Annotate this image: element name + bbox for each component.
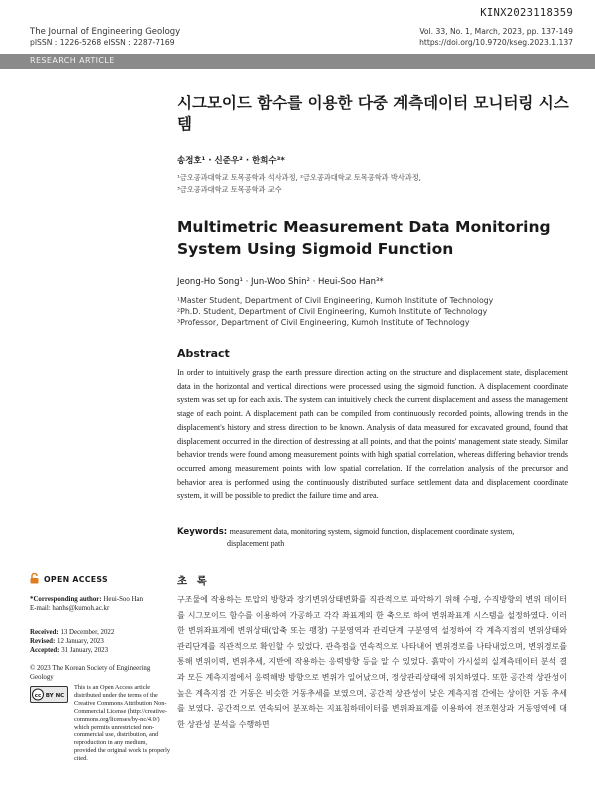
keywords-value: measurement data, monitoring system, sigmoid function, displacement coordinate system, [229, 527, 515, 536]
korean-title: 시그모이드 함수를 이용한 다중 계측데이터 모니터링 시스템 [177, 94, 569, 133]
korean-authors: 송정호¹ · 신준우² · 한희수³* [177, 156, 285, 166]
corresponding-author [30, 595, 143, 604]
revised-value: 12 January, 2023 [57, 638, 104, 645]
accepted-value: 31 January, 2023 [61, 647, 109, 654]
issn: pISSN : 1226-5268 eISSN : 2287-7169 [30, 38, 175, 47]
license-text: This is an Open Access article distributed under the terms of the Creative Commons Attribution Non-Commercial License (http://creative-commons.org/licenses/by-nc/4.0/) which permits unrestricted non-commercial use, distribution, and reproduction in any medium, provided the original work is properly cited. [74, 684, 171, 763]
section-band [0, 54, 595, 69]
received-date [30, 628, 114, 637]
section-band-label: RESEARCH ARTICLE [30, 56, 115, 65]
open-access [30, 573, 108, 584]
author-email[interactable]: E-mail: hanhs@kumoh.ac.kr [30, 605, 110, 612]
open-lock-icon [30, 573, 39, 584]
corresponding-label: *Corresponding author: [30, 596, 102, 603]
volume-info: Vol. 33, No. 1, March, 2023, pp. 137-149 [419, 27, 573, 36]
received-label: Received: [30, 629, 59, 636]
korean-affiliation-1: ¹금오공과대학교 토목공학과 석사과정, ²금오공과대학교 토목공학과 박사과정, [177, 173, 421, 182]
korean-abstract-text: 구조물에 작용하는 토압의 방향과 장기변위상태변화를 직관적으로 파악하기 위해 수평, 수직방향의 변위 데이터를 시그모이드 함수를 이용하여 가공하고 각각 좌표계의 한 축으로 하여 변위좌표계 시스템을 설정하였다. 이러한 변위좌표계에 변위상태(압축 또는 팽창) 구분영역과 관리단계 구분영역 설정하여 각 계측지점의 변위상태와 관리단계를 직관적으로 확인할 수 있었다. 관측점을 연속적으로 나타내어 변위경로를 나타내었으며, 변위경로를 통해 변위이력, 변위추세, 지반에 작용하는 응력방향 등을 알 수 있었다. 흙막이 가시설의 실계측데이터 분석 결과 모든 계측지점에서 응력해방 방향으로 변위가 일어났으며, 정상관리상태에 위치하였다. 또한 공간적 상관성이 높은 계측지점 간 거동은 비슷한 거동추세를 보였으며, 공간적 상관성이 낮은 계측지점 간에는 상이한 거동 추세를 보였다. 공간적으로 연속되어 분포하는 지표침하데이터를 변위좌표계를 이용하여 전조현상과 거동영역에 대한 상관성 분석을 수행하면 [177, 595, 567, 729]
open-access-label: OPEN ACCESS [44, 575, 108, 584]
english-authors: Jeong-Ho Song¹ · Jun-Woo Shin² · Heui-Soo Han³* [177, 277, 384, 287]
revised-date [30, 637, 104, 646]
revised-label: Revised: [30, 638, 56, 645]
cc-badge-text: BY NC [45, 693, 65, 699]
journal-name: The Journal of Engineering Geology [30, 27, 181, 37]
copyright: © 2023 The Korean Society of Engineering Geology [30, 665, 151, 681]
english-affiliation-2: ²Ph.D. Student, Department of Civil Engineering, Kumoh Institute of Technology [177, 307, 488, 316]
svg-text:cc: cc [34, 693, 42, 699]
english-affiliation-3: ³Professor, Department of Civil Engineering, Kumoh Institute of Technology [177, 318, 470, 327]
korean-affiliation-2: ³금오공과대학교 토목공학과 교수 [177, 185, 282, 194]
keywords [177, 525, 568, 550]
abstract-heading: Abstract [177, 347, 230, 360]
cc-icon [31, 687, 67, 702]
accepted-date [30, 646, 108, 655]
kinx-id: KINX2023118359 [480, 7, 573, 19]
english-title: Multimetric Measurement Data Monitoring System Using Sigmoid Function [177, 218, 551, 258]
cc-license-badge [30, 686, 68, 703]
keywords-value-cont: displacement path [227, 539, 285, 548]
received-value: 13 December, 2022 [60, 629, 115, 636]
keywords-label: Keywords: [177, 527, 228, 537]
english-affiliation-1: ¹Master Student, Department of Civil Engineering, Kumoh Institute of Technology [177, 296, 494, 305]
doi-link[interactable]: https://doi.org/10.9720/kseg.2023.1.137 [419, 38, 573, 47]
abstract-text: In order to intuitively grasp the earth pressure direction acting on the structure and displacement state, displacement data in the horizontal and vertical directions were processed using the sigmoid function. A displacement coordinate system was set up for each axis. The system can intuitively check the current displacement and assess the management stage of each point. A displacement path can be compiled from continuously recorded points, allowing trends in the displacement's history and stress direction to be known. Analysis of data measured for excavated ground, found that displacement occurred in the direction of destressing at all points, and that the points' management state steady. Similar behavior trends were found among measurement points with high spatial correlation, whereas differing behavior trends occurred among measurement points with low spatial correlation. If the correlation analysis of the precursor and behavior area is performed using the continuously distributed surface settlement data and displacement coordinate system, it will be possible to predict the failure time and area. [177, 368, 568, 501]
accepted-label: Accepted: [30, 647, 60, 654]
corresponding-name: Heui-Soo Han [103, 596, 144, 603]
korean-abstract-heading: 초 록 [177, 575, 210, 587]
